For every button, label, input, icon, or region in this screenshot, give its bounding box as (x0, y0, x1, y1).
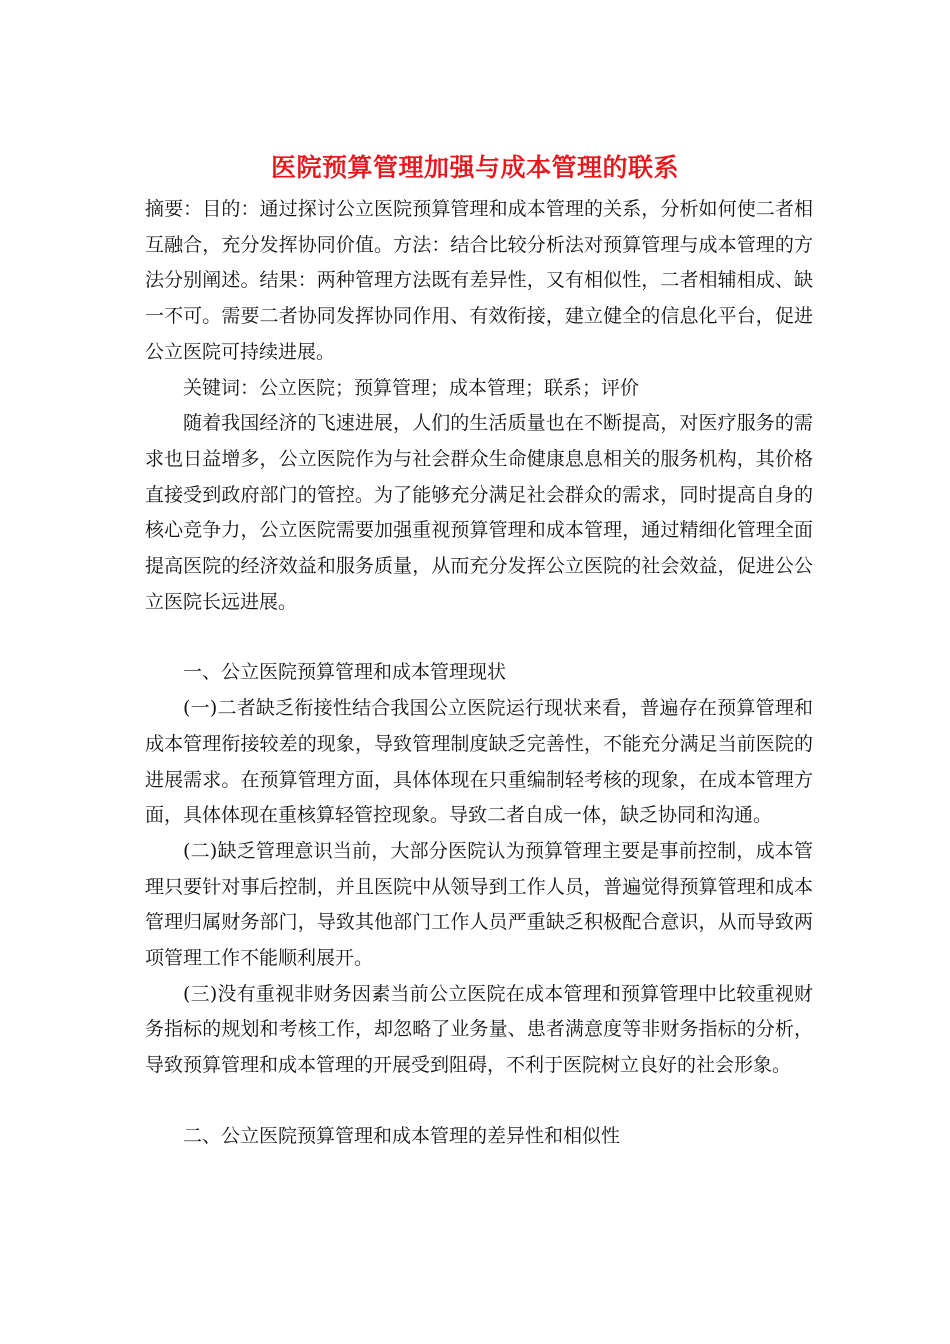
section-1-paragraph-1: (一)二者缺乏衔接性结合我国公立医院运行现状来看，普遍存在预算管理和成本管理衔接较差的现象，导致管理制度缺乏完善性，不能充分满足当前医院的进展需求。在预算管理方面，具体体现在只重编制轻考核的现象，在成本管理方面，具体体现在重核算轻管控现象。导致二者自成一体，缺乏协同和沟通。 (145, 697, 813, 827)
document-title: 医院预算管理加强与成本管理的联系 (270, 153, 679, 182)
section-1-paragraph-3: (三)没有重视非财务因素当前公立医院在成本管理和预算管理中比较重视财务指标的规划和考核工作，却忽略了业务量、患者满意度等非财务指标的分析，导致预算管理和成本管理的开展受到阻碍，不利于医院树立良好的社会形象。 (145, 982, 813, 1077)
section-spacer (145, 620, 813, 655)
section-1-heading: 一、公立医院预算管理和成本管理现状 (183, 661, 507, 684)
keywords-paragraph: 关键词：公立医院；预算管理；成本管理；联系；评价 (183, 376, 640, 399)
section-spacer (145, 1084, 813, 1119)
intro-paragraph: 随着我国经济的飞速进展，人们的生活质量也在不断提高，对医疗服务的需求也日益增多，公立医院作为与社会群众生命健康息息相关的服务机构，其价格直接受到政府部门的管控。为了能够充分满足社会群众的需求，同时提高自身的核心竞争力，公立医院需要加强重视预算管理和成本管理，通过精细化管理全面提高医院的经济效益和服务质量，从而充分发挥公立医院的社会效益，促进公公立医院长远进展。 (145, 412, 813, 613)
section-1-paragraph-2: (二)缺乏管理意识当前，大部分医院认为预算管理主要是事前控制，成本管理只要针对事后控制，并且医院中从领导到工作人员，普遍觉得预算管理和成本管理归属财务部门，导致其他部门工作人员严重缺乏积极配合意识，从而导致两项管理工作不能顺利展开。 (145, 839, 813, 970)
document-body (145, 192, 813, 1155)
section-2-heading: 二、公立医院预算管理和成本管理的差异性和相似性 (183, 1124, 621, 1147)
abstract-paragraph: 摘要：目的：通过探讨公立医院预算管理和成本管理的关系，分析如何使二者相互融合，充分发挥协同价值。方法：结合比较分析法对预算管理与成本管理的方法分别阐述。结果：两种管理方法既有差异性，又有相似性，二者相辅相成、缺一不可。需要二者协同发挥协同作用、有效衔接，建立健全的信息化平台，促进公立医院可持续进展。 (145, 198, 813, 363)
